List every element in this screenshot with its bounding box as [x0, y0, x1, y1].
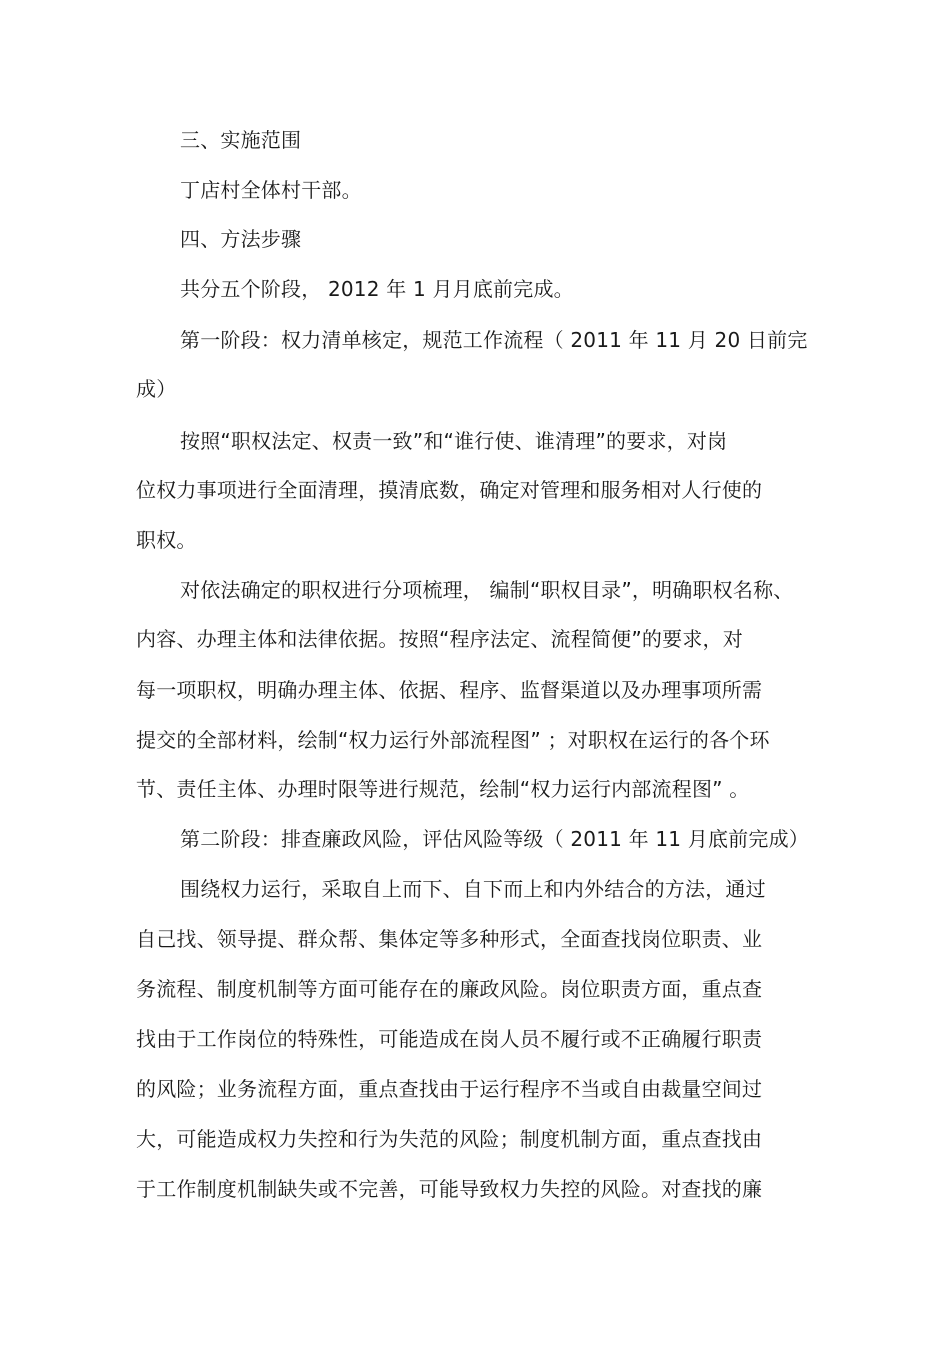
paragraph-line: 对依法确定的职权进行分项梳理， 编制“职权目录”，明确职权名称、 [180, 578, 794, 602]
paragraph-line: 找由于工作岗位的特殊性，可能造成在岗人员不履行或不正确履行职责 [136, 1027, 763, 1051]
paragraph-line: 于工作制度机制缺失或不完善，可能导致权力失控的风险。对查找的廉 [136, 1177, 763, 1201]
paragraph-line: 围绕权力运行，采取自上而下、自下而上和内外结合的方法，通过 [180, 877, 766, 901]
paragraph-line: 节、责任主体、办理时限等进行规范，绘制“权力运行内部流程图” 。 [136, 777, 750, 801]
section-heading-scope: 三、实施范围 [180, 128, 302, 152]
paragraph-line: 职权。 [136, 528, 197, 552]
paragraph-line: 按照“职权法定、权责一致”和“谁行使、谁清理”的要求，对岗 [180, 429, 728, 453]
paragraph-line: 内容、办理主体和法律依据。按照“程序法定、流程简便”的要求，对 [136, 627, 743, 651]
paragraph-line: 每一项职权，明确办理主体、依据、程序、监督渠道以及办理事项所需 [136, 678, 763, 702]
paragraph-line: 提交的全部材料，绘制“权力运行外部流程图” ；对职权在运行的各个环 [136, 728, 770, 752]
paragraph-line: 大，可能造成权力失控和行为失范的风险；制度机制方面，重点查找由 [136, 1127, 763, 1151]
stage-two-heading: 第二阶段：排查廉政风险，评估风险等级（ 2011 年 11 月底前完成） [180, 827, 809, 851]
paragraph-line: 共分五个阶段， 2012 年 1 月月底前完成。 [180, 277, 574, 301]
paragraph-line: 的风险；业务流程方面，重点查找由于运行程序不当或自由裁量空间过 [136, 1077, 763, 1101]
paragraph-line: 丁店村全体村干部。 [180, 178, 362, 202]
paragraph-line: 成） [136, 377, 177, 401]
paragraph-line: 位权力事项进行全面清理，摸清底数，确定对管理和服务相对人行使的 [136, 478, 763, 502]
section-heading-steps: 四、方法步骤 [180, 227, 302, 251]
paragraph-line: 务流程、制度机制等方面可能存在的廉政风险。岗位职责方面，重点查 [136, 977, 763, 1001]
stage-one-heading: 第一阶段：权力清单核定，规范工作流程（ 2011 年 11 月 20 日前完 [180, 328, 808, 352]
paragraph-line: 自己找、领导提、群众帮、集体定等多种形式，全面查找岗位职责、业 [136, 927, 763, 951]
